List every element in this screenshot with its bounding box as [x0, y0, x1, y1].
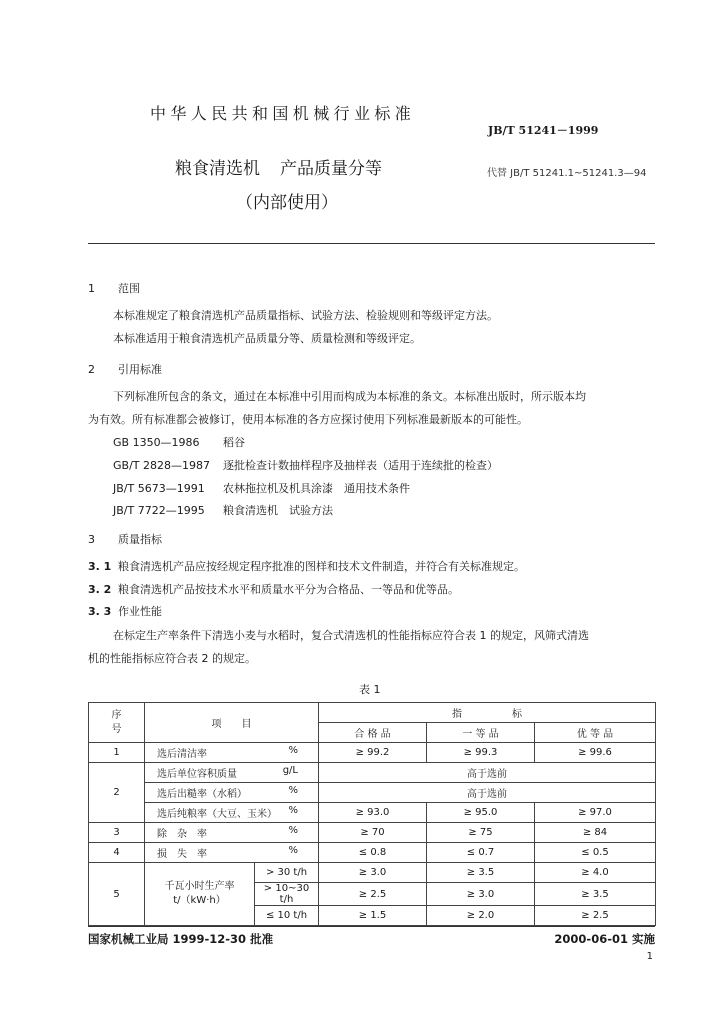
- cell-value: ≤ 0.8: [319, 843, 427, 863]
- cell-value: ≥ 93.0: [319, 803, 427, 823]
- section-2-para-line-1: 下列标准所包含的条文，通过在本标准中引用而构成为本标准的条文。本标准出版时，所示版本均: [113, 390, 586, 403]
- cell-value: ≥ 2.5: [319, 883, 427, 906]
- header-grade: 一 等 品: [427, 723, 535, 743]
- clause-3-3: [88, 602, 162, 622]
- row-item: [145, 803, 319, 823]
- item-label: 选后出糙率（水稻）: [157, 789, 247, 800]
- reference-code: GB/T 2828—1987: [113, 459, 210, 472]
- effective-date: 2000-06-01 实施: [554, 932, 655, 946]
- row-item: [145, 823, 319, 843]
- item-unit: %: [288, 845, 298, 856]
- item-label: 选后清洁率: [157, 749, 207, 760]
- item-unit: g/L: [282, 765, 298, 776]
- cell-value: ≥ 1.5: [319, 906, 427, 926]
- section-1-para-1: 本标准规定了粮食清选机产品质量指标、试验方法、检验规则和等级评定方法。: [113, 309, 498, 322]
- cell-value: ≥ 3.5: [427, 863, 535, 883]
- table-row: [89, 783, 656, 803]
- section-1-heading: [88, 280, 140, 296]
- reference-title: 稻谷: [223, 436, 245, 449]
- clause-text: 粮食清选机产品按技术水平和质量水平分为合格品、一等品和优等品。: [118, 583, 459, 596]
- document-subtitle: （内部使用）: [236, 193, 338, 213]
- replaces-note: 代替 JB/T 51241.1~51241.3—94: [487, 168, 647, 179]
- section-2-heading: [88, 361, 162, 377]
- item-unit: %: [288, 805, 298, 816]
- cell-value: ≥ 97.0: [535, 803, 656, 823]
- cell-value: ≥ 3.5: [535, 883, 656, 906]
- row-seq: 1: [89, 743, 145, 763]
- cell-value: 高于选前: [319, 763, 656, 783]
- row-item: [145, 783, 319, 803]
- row-seq: 2: [89, 763, 145, 823]
- clause-3-3-para-line-1: 在标定生产率条件下清选小麦与水稻时，复合式清选机的性能指标应符合表 1 的规定，风筛式清选: [113, 629, 589, 642]
- table-1: [88, 702, 656, 926]
- header-seq: 序 号: [89, 703, 145, 743]
- clause-3-2: [88, 580, 459, 600]
- table-row: [89, 743, 656, 763]
- title-part-1: 粮食清选机: [175, 159, 260, 179]
- section-title: 质量指标: [118, 533, 162, 546]
- reference-item: [113, 433, 245, 453]
- clause-number: 3. 3: [88, 605, 112, 618]
- cell-condition: > 30 t/h: [255, 863, 319, 883]
- item-label: 千瓦小时生产率: [164, 881, 235, 892]
- row-seq: 4: [89, 843, 145, 863]
- reference-code: JB/T 7722—1995: [113, 504, 205, 517]
- section-title: 范围: [118, 282, 140, 295]
- row-seq: 3: [89, 823, 145, 843]
- clause-number: 3. 1: [88, 560, 112, 573]
- table-caption: 表 1: [359, 683, 381, 696]
- reference-title: 逐批检查计数抽样程序及抽样表（适用于连续批的检查）: [223, 459, 498, 472]
- cell-value: ≥ 70: [319, 823, 427, 843]
- footer-divider: [88, 926, 655, 927]
- cell-value: ≥ 99.2: [319, 743, 427, 763]
- table-row: [89, 823, 656, 843]
- row-seq: 5: [89, 863, 145, 926]
- section-number: 2: [88, 363, 95, 376]
- cell-value: ≥ 99.6: [535, 743, 656, 763]
- standard-code: JB/T 51241－1999: [488, 124, 599, 137]
- header-index: 指 标: [319, 703, 656, 723]
- table-header-row: [89, 703, 656, 723]
- cell-condition: > 10~30 t/h: [255, 883, 319, 906]
- page-number: 1: [646, 951, 653, 962]
- header-grade: 优 等 品: [535, 723, 656, 743]
- section-3-heading: [88, 531, 162, 547]
- section-number: 1: [88, 282, 95, 295]
- item-label: 选后单位容积质量: [157, 769, 237, 780]
- cell-value: ≥ 4.0: [535, 863, 656, 883]
- cell-value: ≥ 3.0: [319, 863, 427, 883]
- item-unit: %: [288, 745, 298, 756]
- section-2-para-line-2: 为有效。所有标准都会被修订，使用本标准的各方应探讨使用下列标准最新版本的可能性。: [88, 413, 528, 426]
- cell-value: ≥ 99.3: [427, 743, 535, 763]
- item-unit: %: [288, 785, 298, 796]
- clause-title: 作业性能: [118, 605, 162, 618]
- header-item: 项 目: [145, 703, 319, 743]
- header-grade: 合 格 品: [319, 723, 427, 743]
- row-item: [145, 843, 319, 863]
- section-title: 引用标准: [118, 363, 162, 376]
- cell-value: ≥ 84: [535, 823, 656, 843]
- cell-condition: ≤ 10 t/h: [255, 906, 319, 926]
- cell-value: ≥ 3.0: [427, 883, 535, 906]
- section-number: 3: [88, 533, 95, 546]
- table-row: [89, 843, 656, 863]
- document-title: [175, 154, 382, 179]
- reference-item: [113, 501, 333, 521]
- reference-title: 粮食清选机 试验方法: [223, 504, 333, 517]
- cell-value: 高于选前: [319, 783, 656, 803]
- table-row: [89, 763, 656, 783]
- item-label: 选后纯粮率（大豆、玉米）: [157, 809, 277, 820]
- cell-value: ≥ 2.0: [427, 906, 535, 926]
- reference-code: GB 1350—1986: [113, 436, 200, 449]
- header-divider: [88, 243, 655, 244]
- cell-value: ≤ 0.5: [535, 843, 656, 863]
- clause-text: 粮食清选机产品应按经规定程序批准的图样和技术文件制造，并符合有关标准规定。: [118, 560, 525, 573]
- org-title: 中华人民共和国机械行业标准: [150, 104, 416, 123]
- row-item-multiline: [145, 863, 255, 926]
- approval-note: 国家机械工业局 1999-12-30 批准: [88, 932, 274, 946]
- reference-title: 农林拖拉机及机具涂漆 通用技术条件: [223, 482, 410, 495]
- item-label: 损 失 率: [157, 849, 207, 860]
- reference-item: [113, 456, 498, 476]
- table-row: [89, 863, 656, 883]
- clause-number: 3. 2: [88, 583, 112, 596]
- row-item: [145, 743, 319, 763]
- section-1-para-2: 本标准适用于粮食清选机产品质量分等、质量检测和等级评定。: [113, 332, 421, 345]
- row-item: [145, 763, 319, 783]
- item-unit: t/（kW·h）: [173, 895, 226, 906]
- title-part-2: 产品质量分等: [280, 159, 382, 179]
- item-label: 除 杂 率: [157, 829, 207, 840]
- cell-value: ≥ 95.0: [427, 803, 535, 823]
- clause-3-3-para-line-2: 机的性能指标应符合表 2 的规定。: [88, 652, 256, 665]
- item-unit: %: [288, 825, 298, 836]
- clause-3-1: [88, 557, 525, 577]
- cell-value: ≤ 0.7: [427, 843, 535, 863]
- reference-code: JB/T 5673—1991: [113, 482, 205, 495]
- cell-value: ≥ 75: [427, 823, 535, 843]
- cell-value: ≥ 2.5: [535, 906, 656, 926]
- reference-item: [113, 479, 410, 499]
- table-row: [89, 803, 656, 823]
